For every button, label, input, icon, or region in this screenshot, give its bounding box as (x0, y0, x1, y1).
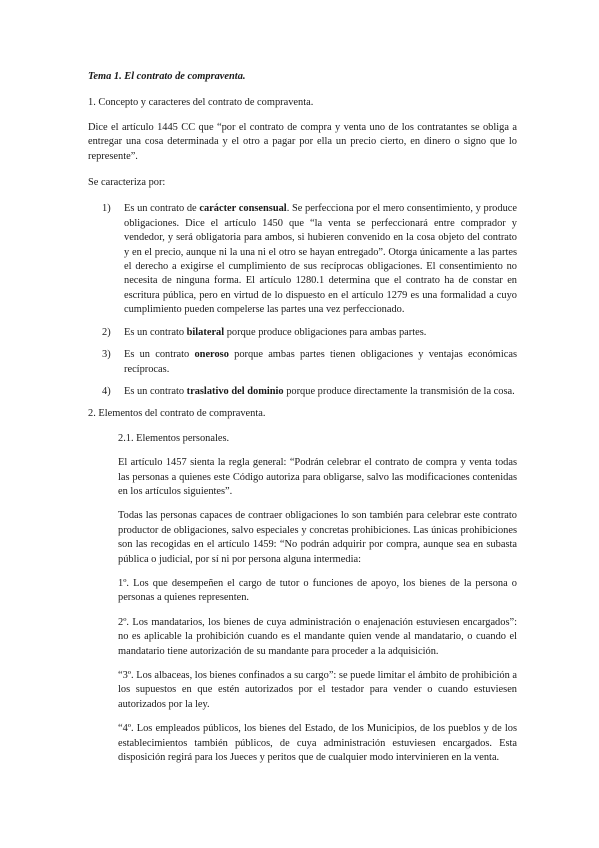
characterized-intro: Se caracteriza por: (88, 177, 166, 189)
prohibition-3: “3º. Los albaceas, los bienes confinados a su cargo”: se puede limitar el ámbito de prohibición a los supuestos en que estén autorizados por el testador para vender o cuando estuviesen autorizados por la ley. (118, 670, 517, 710)
feature-keyword: bilateral (186, 326, 225, 338)
section-1-heading: 1. Concepto y caracteres del contrato de compraventa. (88, 97, 314, 109)
feature-number: 2) (102, 326, 111, 338)
feature-item (88, 348, 517, 377)
feature-text-pre: Es un contrato (124, 326, 187, 338)
definition-paragraph: Dice el artículo 1445 CC que “por el contrato de compra y venta uno de los contratantes se obliga a entregar una cosa determinada y el otro a pagar por ella un precio cierto, en dinero o signo que lo represente”. (88, 121, 517, 162)
feature-number: 4) (102, 385, 111, 397)
section-2-heading: 2. Elementos del contrato de compraventa. (88, 408, 266, 420)
feature-text-post: porque ambas partes tienen obligaciones y ventajas económicas recíprocas. (124, 349, 517, 375)
feature-text-pre: Es un contrato (124, 385, 187, 397)
capacity-paragraph: Todas las personas capaces de contraer obligaciones lo son también para celebrar este contrato productor de obligaciones, salvo especiales y concretas prohibiciones. Las únicas prohibiciones son las recogidas en el artículo 1459: “No podrán adquirir por compra, aunque sea en subasta pública o judicial, por sí ni por persona alguna intermedia: (118, 510, 517, 565)
feature-keyword: oneroso (194, 349, 229, 361)
feature-item (88, 202, 517, 317)
features-list (88, 202, 517, 399)
feature-item (88, 385, 517, 399)
feature-text-post: porque produce directamente la transmisión de la cosa. (283, 385, 515, 397)
feature-keyword: traslativo del dominio (186, 385, 284, 397)
prohibition-2: 2º. Los mandatarios, los bienes de cuya administración o enajenación estuviesen encargados”: no es aplicable la prohibición cuando es el mandante quien vende al mandatario, o cuando el mandatario tiene autorización de su mandante para proceder a la adquisición. (118, 616, 517, 657)
subsection-2-1 (88, 432, 517, 766)
feature-text-post: . Se perfecciona por el mero consentimiento, y produce obligaciones. Dice el artículo 1450 que “la venta se perfeccionará entre comprador y vendedor, y será obligatoria para ambos, si hubieren convenido en la cosa objeto del contrato y en el precio, aunque ni la una ni el otro se hayan entregado”. Otorga únicamente a las partes el derecho a exigirse el cumplimiento de sus recíprocas obligaciones. El consentimiento no necesita de ninguna forma. El artículo 1280.1 determina que el contrato ha de constar en escritura pública, pero en virtud de lo dispuesto en el artículo 1279 es una formalidad a cuyo cumplimiento pueden compelerse las partes una vez perfeccionado. (124, 203, 517, 316)
article-1457-paragraph: El artículo 1457 sienta la regla general: “Podrán celebrar el contrato de compra y venta todas las personas a quienes este Código autoriza para obligarse, salvo las modificaciones contenidas en los artículos siguientes”. (118, 457, 517, 497)
feature-number: 1) (102, 203, 111, 215)
feature-number: 3) (102, 349, 111, 361)
feature-text-pre: Es un contrato (124, 349, 195, 361)
feature-item (88, 326, 517, 340)
feature-keyword: carácter consensual (199, 203, 287, 215)
feature-text-pre: Es un contrato de (124, 203, 200, 215)
subsection-2-1-heading: 2.1. Elementos personales. (118, 432, 230, 444)
feature-text-post: porque produce obligaciones para ambas partes. (224, 326, 427, 338)
prohibition-1: 1º. Los que desempeñen el cargo de tutor o funciones de apoyo, los bienes de la persona o personas a quienes representen. (118, 577, 517, 604)
prohibition-4: “4º. Los empleados públicos, los bienes del Estado, de los Municipios, de los pueblos y de los establecimientos también públicos, de cuya administración estuviesen encargados. Esta disposición regirá para los Jueces y peritos que de cualquier modo intervinieren en la venta. (118, 723, 517, 764)
document-title: Tema 1. El contrato de compraventa. (88, 71, 246, 82)
